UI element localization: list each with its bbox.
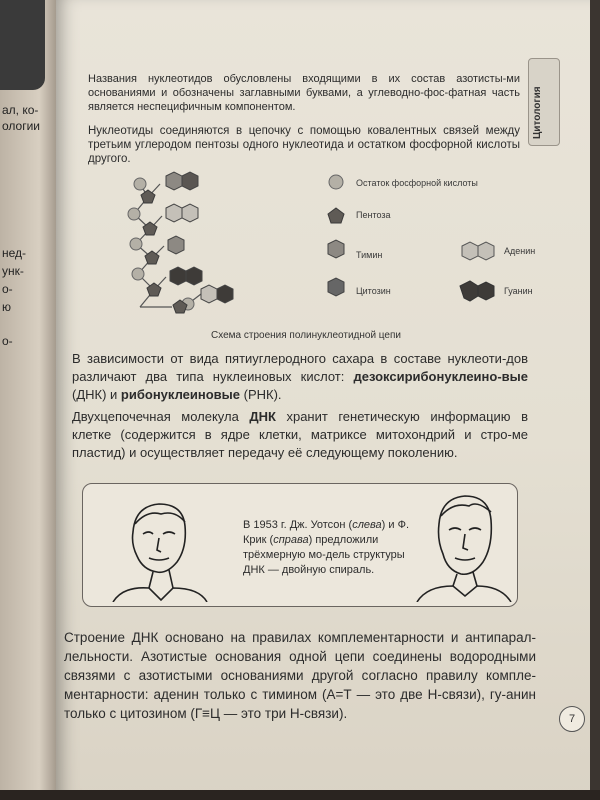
- phosphate-circle: [130, 238, 142, 250]
- book-page: [56, 0, 590, 800]
- base-hexagon: [166, 172, 182, 190]
- legend-adenine-label: Аденин: [504, 246, 536, 256]
- text-run: В зависимости от вида пятиуглеродного сахара в составе нуклеоти-дов различают два типа нуклеиновых кислот:: [72, 351, 528, 384]
- left-page-fragment: унк-: [2, 264, 24, 278]
- term-rna: рибонуклеиновые: [120, 387, 240, 402]
- legend-phosphate-label: Остаток фосфорной кислоты: [356, 178, 478, 188]
- left-page-fragment: ю: [2, 300, 11, 314]
- left-page-fragment: нед-: [2, 246, 27, 260]
- text-run: (РНК).: [240, 387, 282, 402]
- legend-guanine-label: Гуанин: [504, 286, 533, 296]
- text-run: ) предложили трёхмерную мо-дель структуры ДНК — двойную спираль.: [243, 534, 405, 576]
- page-number: 7: [559, 706, 585, 732]
- legend-thymine-icon: [328, 240, 344, 258]
- paragraph-nucleotide-chain: Нуклеотиды соединяются в цепочку с помощью ковалентных связей между третьим углеродом пентозы одного нуклеотида и остатком фосфорной кислоты другого.: [88, 125, 520, 165]
- legend-cytosine-label: Цитозин: [356, 286, 391, 296]
- legend-thymine-label: Тимин: [356, 250, 383, 260]
- base-hexagon: [182, 204, 198, 222]
- left-page-fragment: ал, ко-: [2, 103, 39, 117]
- italic-right: справа: [273, 534, 309, 546]
- text-run: В 1953 г. Дж. Уотсон (: [243, 519, 353, 531]
- paragraph-complementarity: Строение ДНК основано на правилах комплементарности и антипарал-лельности. Азотистые основания одной цепи соединены водородными связями с азотистыми основаниями другой согласно правилу компле-ментарности: аденин только с тимином (А=Т — это две Н-связи), гу-анин только с цитозином (Г≡Ц — это три Н-связи).: [64, 630, 536, 721]
- legend-pentose-label: Пентоза: [356, 210, 391, 220]
- base-hexagon: [201, 285, 217, 303]
- watson-crick-caption: [243, 518, 411, 578]
- section-tab-label: Цитология: [532, 86, 543, 139]
- nitrogen-bases: [166, 172, 233, 303]
- base-hexagon: [168, 236, 184, 254]
- left-page-fragment: ологии: [2, 119, 41, 133]
- base-hexagon: [186, 267, 202, 285]
- phosphate-circle: [134, 178, 146, 190]
- text-run: (ДНК) и: [72, 387, 121, 402]
- legend-pentose-icon: [328, 208, 344, 223]
- base-hexagon: [170, 267, 186, 285]
- paragraph-nucleic-acid-types: [72, 350, 528, 404]
- paragraph-nucleotide-names: Названия нуклеотидов обусловлены входящими в их состав азотисты-ми основаниями и обозначены заглавными буквами, а углеводно-фос-фатная часть является неспецифичным компонентом.: [88, 73, 520, 113]
- legend-guanine-icon: [460, 281, 494, 301]
- base-hexagon: [182, 172, 198, 190]
- diagram-caption: Схема строения полинуклеотидной цепи: [210, 330, 401, 341]
- legend-adenine-icon: [462, 242, 494, 260]
- text-run: хранит генетическую информацию в клетке (содержится в ядре клетки, матриксе митохондрий и стро-ме пластид) и осуществляет передачу её следующему поколению.: [72, 409, 528, 460]
- legend-phosphate-icon: [329, 175, 343, 189]
- left-page-fragment: о-: [2, 334, 13, 348]
- left-page-tab: [0, 0, 45, 90]
- italic-left: слева: [352, 519, 382, 531]
- legend-cytosine-icon: [328, 278, 344, 296]
- paragraph-dna-function: [72, 408, 528, 462]
- watson-crick-box: [82, 483, 518, 607]
- text-run: Двухцепочечная молекула: [72, 409, 250, 424]
- phosphate-circle: [132, 268, 144, 280]
- left-page: [0, 0, 56, 800]
- term-dna-bold: ДНК: [249, 409, 276, 424]
- base-hexagon: [217, 285, 233, 303]
- text-run: ) и Ф. Крик (: [243, 519, 409, 546]
- left-page-fragment: о-: [2, 282, 13, 296]
- section-tab: [528, 58, 560, 146]
- crick-portrait: [413, 488, 513, 602]
- phosphate-circle: [128, 208, 140, 220]
- table-surface: [0, 790, 600, 800]
- base-hexagon: [166, 204, 182, 222]
- watson-portrait: [103, 492, 213, 602]
- term-dna: дезоксирибонуклеино-вые: [353, 369, 528, 384]
